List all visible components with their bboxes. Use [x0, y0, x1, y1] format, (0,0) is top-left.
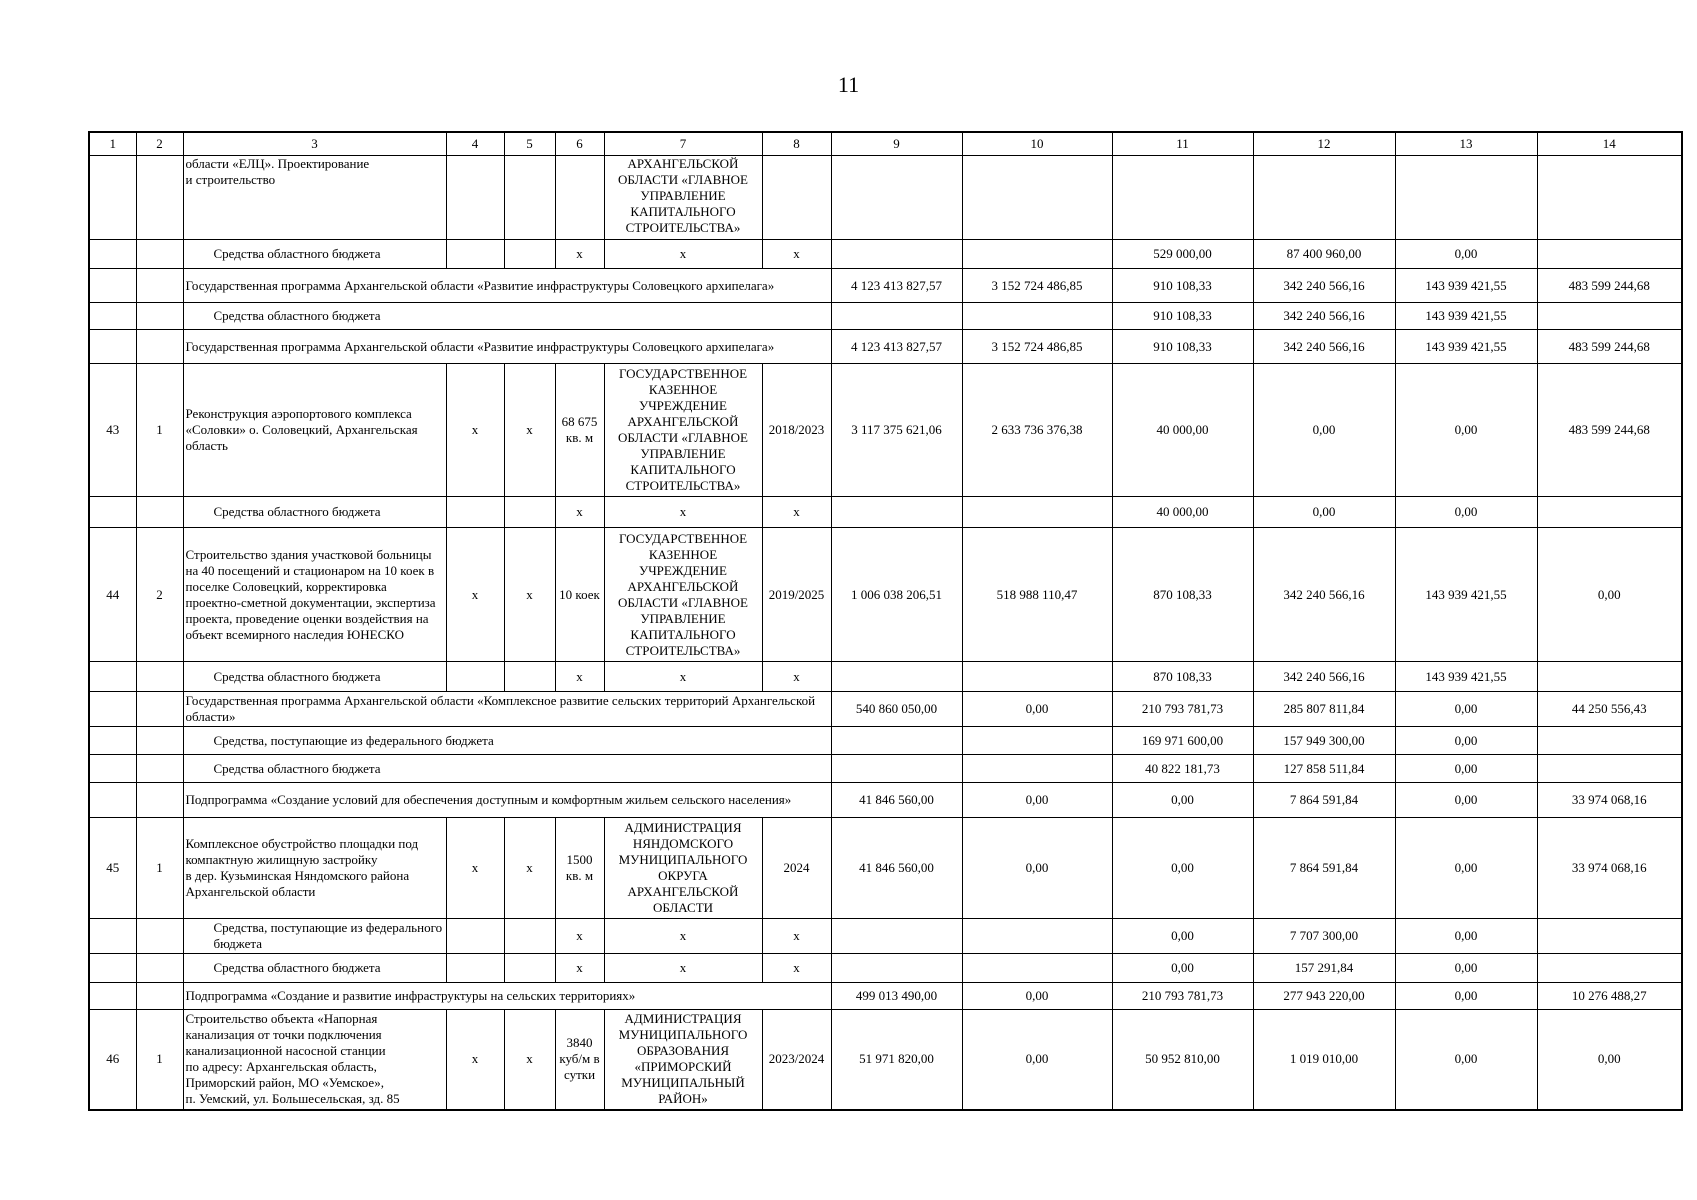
cell-empty: [136, 269, 183, 303]
cell-c11: 210 793 781,73: [1112, 692, 1253, 727]
table-row: [89, 1010, 1682, 1110]
table-row: [89, 156, 1682, 240]
column-header: 7: [604, 132, 762, 156]
cell-c10: 518 988 110,47: [962, 528, 1112, 662]
cell-c10: [962, 727, 1112, 755]
cell-c5: х: [504, 1010, 555, 1110]
cell-c7: АРХАНГЕЛЬСКОЙ ОБЛАСТИ «ГЛАВНОЕ УПРАВЛЕНИЕ КАПИТАЛЬНОГО СТРОИТЕЛЬСТВА»: [604, 156, 762, 240]
cell-c9: [831, 919, 962, 954]
table-row: [89, 497, 1682, 528]
cell-c11: 40 000,00: [1112, 497, 1253, 528]
cell-empty: [89, 755, 136, 783]
cell-c10: 0,00: [962, 783, 1112, 818]
cell-c2: 1: [136, 818, 183, 919]
cell-c8: 2023/2024: [762, 1010, 831, 1110]
cell-c12: 157 291,84: [1253, 954, 1395, 983]
cell-c14: 10 276 488,27: [1537, 983, 1682, 1010]
cell-c3: Подпрограмма «Создание и развитие инфраструктуры на сельских территориях»: [183, 983, 831, 1010]
cell-c13: 0,00: [1395, 919, 1537, 954]
cell-empty: [89, 954, 136, 983]
cell-empty: [89, 269, 136, 303]
cell-c9: [831, 497, 962, 528]
table-row: [89, 783, 1682, 818]
cell-c12: 7 707 300,00: [1253, 919, 1395, 954]
cell-empty: [89, 692, 136, 727]
cell-c11: 910 108,33: [1112, 330, 1253, 364]
column-header: 8: [762, 132, 831, 156]
cell-c7: х: [604, 919, 762, 954]
cell-c14: [1537, 156, 1682, 240]
cell-c9: [831, 727, 962, 755]
column-header: 10: [962, 132, 1112, 156]
table-row: [89, 662, 1682, 692]
cell-c9: 3 117 375 621,06: [831, 364, 962, 497]
cell-c9: 41 846 560,00: [831, 818, 962, 919]
cell-c3: Реконструкция аэропортового комплекса «Соловки» о. Соловецкий, Архангельская область: [183, 364, 446, 497]
cell-empty: [136, 919, 183, 954]
cell-empty: [446, 919, 504, 954]
cell-empty: [136, 755, 183, 783]
cell-c11: 529 000,00: [1112, 240, 1253, 269]
cell-empty: [504, 662, 555, 692]
cell-c7: АДМИНИСТРАЦИЯ НЯНДОМСКОГО МУНИЦИПАЛЬНОГО ОКРУГА АРХАНГЕЛЬСКОЙ ОБЛАСТИ: [604, 818, 762, 919]
table-row: [89, 919, 1682, 954]
cell-c6: х: [555, 497, 604, 528]
table-row: [89, 692, 1682, 727]
cell-c6: 3840 куб/м в сутки: [555, 1010, 604, 1110]
cell-empty: [504, 954, 555, 983]
cell-c13: 0,00: [1395, 364, 1537, 497]
cell-c12: 127 858 511,84: [1253, 755, 1395, 783]
cell-c10: [962, 919, 1112, 954]
cell-empty: [89, 727, 136, 755]
cell-c9: [831, 240, 962, 269]
table-row: [89, 364, 1682, 497]
cell-c11: 910 108,33: [1112, 303, 1253, 330]
cell-empty: [136, 983, 183, 1010]
cell-c13: 0,00: [1395, 497, 1537, 528]
cell-empty: [446, 662, 504, 692]
cell-c9: 4 123 413 827,57: [831, 269, 962, 303]
cell-c10: [962, 662, 1112, 692]
cell-c6: х: [555, 662, 604, 692]
cell-c3: Государственная программа Архангельской области «Комплексное развитие сельских территорий Архангельской области»: [183, 692, 831, 727]
cell-c10: 3 152 724 486,85: [962, 330, 1112, 364]
cell-c11: 870 108,33: [1112, 662, 1253, 692]
page-number: 11: [837, 72, 860, 97]
cell-empty: [136, 692, 183, 727]
cell-c12: 157 949 300,00: [1253, 727, 1395, 755]
cell-c10: 0,00: [962, 818, 1112, 919]
cell-c13: 0,00: [1395, 240, 1537, 269]
cell-c12: 285 807 811,84: [1253, 692, 1395, 727]
cell-empty: [89, 303, 136, 330]
cell-c8: х: [762, 954, 831, 983]
cell-c11: 50 952 810,00: [1112, 1010, 1253, 1110]
cell-c10: [962, 755, 1112, 783]
cell-c3: Средства областного бюджета: [183, 662, 446, 692]
cell-c13: 0,00: [1395, 727, 1537, 755]
cell-c14: 483 599 244,68: [1537, 330, 1682, 364]
cell-c11: 0,00: [1112, 783, 1253, 818]
cell-c8: х: [762, 497, 831, 528]
cell-c13: 143 939 421,55: [1395, 662, 1537, 692]
cell-empty: [136, 727, 183, 755]
cell-c3: Средства областного бюджета: [183, 755, 831, 783]
table-row: [89, 755, 1682, 783]
cell-c13: 0,00: [1395, 983, 1537, 1010]
table-row: [89, 727, 1682, 755]
cell-c13: 143 939 421,55: [1395, 303, 1537, 330]
column-header: 9: [831, 132, 962, 156]
cell-c12: 7 864 591,84: [1253, 818, 1395, 919]
cell-c11: 210 793 781,73: [1112, 983, 1253, 1010]
table-row: [89, 330, 1682, 364]
cell-c9: [831, 303, 962, 330]
cell-c8: 2024: [762, 818, 831, 919]
table-row: [89, 528, 1682, 662]
cell-c14: 483 599 244,68: [1537, 269, 1682, 303]
cell-c12: 342 240 566,16: [1253, 528, 1395, 662]
cell-c12: 342 240 566,16: [1253, 662, 1395, 692]
cell-c14: [1537, 755, 1682, 783]
cell-c3: Строительство здания участковой больницы на 40 посещений и стационаром на 10 коек в поселке Соловецкий, корректировка проектно-сметной документации, экспертиза проекта, проведение оценки воздействия на объект всемирного наследия ЮНЕСКО: [183, 528, 446, 662]
cell-c9: [831, 662, 962, 692]
cell-c9: [831, 755, 962, 783]
cell-c6: 68 675 кв. м: [555, 364, 604, 497]
cell-c12: 342 240 566,16: [1253, 330, 1395, 364]
column-header: 11: [1112, 132, 1253, 156]
cell-c11: 0,00: [1112, 919, 1253, 954]
column-header: 1: [89, 132, 136, 156]
column-header: 6: [555, 132, 604, 156]
cell-c4: [446, 156, 504, 240]
header-row: [89, 132, 1682, 156]
cell-c8: 2018/2023: [762, 364, 831, 497]
cell-c11: 0,00: [1112, 954, 1253, 983]
cell-c3: Подпрограмма «Создание условий для обеспечения доступным и комфортным жильем сельского населения»: [183, 783, 831, 818]
cell-c12: [1253, 156, 1395, 240]
cell-c10: [962, 156, 1112, 240]
cell-c10: [962, 954, 1112, 983]
cell-c13: 143 939 421,55: [1395, 330, 1537, 364]
cell-c2: 2: [136, 528, 183, 662]
cell-c13: 0,00: [1395, 692, 1537, 727]
cell-c12: 342 240 566,16: [1253, 269, 1395, 303]
cell-c7: х: [604, 662, 762, 692]
cell-c14: [1537, 497, 1682, 528]
cell-c14: 44 250 556,43: [1537, 692, 1682, 727]
column-header: 12: [1253, 132, 1395, 156]
cell-empty: [136, 330, 183, 364]
column-header: 3: [183, 132, 446, 156]
cell-c5: х: [504, 818, 555, 919]
table-row: [89, 983, 1682, 1010]
cell-c8: 2019/2025: [762, 528, 831, 662]
cell-c11: 870 108,33: [1112, 528, 1253, 662]
cell-c14: [1537, 954, 1682, 983]
cell-empty: [89, 983, 136, 1010]
cell-c3: Средства областного бюджета: [183, 240, 446, 269]
cell-c12: 87 400 960,00: [1253, 240, 1395, 269]
cell-empty: [136, 954, 183, 983]
cell-empty: [89, 330, 136, 364]
cell-c2: 1: [136, 1010, 183, 1110]
cell-c9: 41 846 560,00: [831, 783, 962, 818]
cell-c1: 44: [89, 528, 136, 662]
cell-c13: [1395, 156, 1537, 240]
column-header: 13: [1395, 132, 1537, 156]
budget-table: [88, 131, 1683, 1111]
cell-c11: [1112, 156, 1253, 240]
cell-c2: 1: [136, 364, 183, 497]
cell-empty: [446, 954, 504, 983]
cell-c12: 0,00: [1253, 497, 1395, 528]
cell-empty: [446, 497, 504, 528]
cell-c10: 0,00: [962, 983, 1112, 1010]
cell-c14: [1537, 303, 1682, 330]
cell-c13: 0,00: [1395, 818, 1537, 919]
cell-c7: х: [604, 240, 762, 269]
cell-c1: 45: [89, 818, 136, 919]
cell-empty: [89, 662, 136, 692]
cell-empty: [136, 240, 183, 269]
cell-c14: 483 599 244,68: [1537, 364, 1682, 497]
cell-c10: 0,00: [962, 1010, 1112, 1110]
cell-c13: 0,00: [1395, 1010, 1537, 1110]
cell-c3: области «ЕЛЦ». Проектирование и строительство: [183, 156, 446, 240]
cell-c14: [1537, 919, 1682, 954]
cell-c3: Средства, поступающие из федерального бюджета: [183, 919, 446, 954]
cell-c1: [89, 156, 136, 240]
cell-c5: х: [504, 528, 555, 662]
cell-empty: [504, 919, 555, 954]
cell-c11: 40 000,00: [1112, 364, 1253, 497]
cell-c9: [831, 156, 962, 240]
cell-c12: 7 864 591,84: [1253, 783, 1395, 818]
cell-empty: [89, 919, 136, 954]
cell-c12: 277 943 220,00: [1253, 983, 1395, 1010]
cell-c1: 46: [89, 1010, 136, 1110]
cell-c4: х: [446, 818, 504, 919]
cell-c14: [1537, 240, 1682, 269]
column-header: 4: [446, 132, 504, 156]
table-row: [89, 303, 1682, 330]
column-header: 14: [1537, 132, 1682, 156]
cell-c13: 143 939 421,55: [1395, 269, 1537, 303]
cell-c14: 33 974 068,16: [1537, 818, 1682, 919]
cell-c3: Средства областного бюджета: [183, 497, 446, 528]
cell-c3: Комплексное обустройство площадки под компактную жилищную застройку в дер. Кузьминская Няндомского района Архангельской области: [183, 818, 446, 919]
cell-c5: [504, 156, 555, 240]
cell-empty: [89, 240, 136, 269]
cell-c3: Строительство объекта «Напорная канализация от точки подключения канализационной насосной станции по адресу: Архангельская область, Приморский район, МО «Уемское», п. Уемский, ул. Большесельская, зд. 85: [183, 1010, 446, 1110]
cell-c12: 342 240 566,16: [1253, 303, 1395, 330]
cell-c14: [1537, 727, 1682, 755]
column-header: 2: [136, 132, 183, 156]
cell-c10: [962, 303, 1112, 330]
cell-empty: [136, 497, 183, 528]
cell-c9: 499 013 490,00: [831, 983, 962, 1010]
table-row: [89, 954, 1682, 983]
cell-c11: 0,00: [1112, 818, 1253, 919]
cell-c14: 0,00: [1537, 1010, 1682, 1110]
cell-c4: х: [446, 364, 504, 497]
cell-c3: Средства областного бюджета: [183, 303, 831, 330]
cell-c2: [136, 156, 183, 240]
cell-c11: 910 108,33: [1112, 269, 1253, 303]
cell-empty: [89, 497, 136, 528]
cell-c9: [831, 954, 962, 983]
cell-c8: [762, 156, 831, 240]
cell-c7: х: [604, 497, 762, 528]
cell-c6: [555, 156, 604, 240]
cell-c14: 33 974 068,16: [1537, 783, 1682, 818]
cell-empty: [504, 240, 555, 269]
cell-c10: 2 633 736 376,38: [962, 364, 1112, 497]
cell-c3: Средства областного бюджета: [183, 954, 446, 983]
cell-c3: Государственная программа Архангельской области «Развитие инфраструктуры Соловецкого архипелага»: [183, 269, 831, 303]
cell-c10: [962, 497, 1112, 528]
cell-c7: х: [604, 954, 762, 983]
cell-c7: АДМИНИСТРАЦИЯ МУНИЦИПАЛЬНОГО ОБРАЗОВАНИЯ «ПРИМОРСКИЙ МУНИЦИПАЛЬНЫЙ РАЙОН»: [604, 1010, 762, 1110]
cell-c10: 0,00: [962, 692, 1112, 727]
cell-c12: 0,00: [1253, 364, 1395, 497]
cell-c7: ГОСУДАРСТВЕННОЕ КАЗЕННОЕ УЧРЕЖДЕНИЕ АРХАНГЕЛЬСКОЙ ОБЛАСТИ «ГЛАВНОЕ УПРАВЛЕНИЕ КАПИТАЛЬНОГО СТРОИТЕЛЬСТВА»: [604, 364, 762, 497]
cell-c9: 540 860 050,00: [831, 692, 962, 727]
cell-c8: х: [762, 662, 831, 692]
cell-c10: 3 152 724 486,85: [962, 269, 1112, 303]
cell-c3: Средства, поступающие из федерального бюджета: [183, 727, 831, 755]
cell-empty: [89, 783, 136, 818]
cell-c6: 10 коек: [555, 528, 604, 662]
cell-c4: х: [446, 528, 504, 662]
cell-c6: х: [555, 240, 604, 269]
cell-c3: Государственная программа Архангельской области «Развитие инфраструктуры Соловецкого архипелага»: [183, 330, 831, 364]
cell-empty: [136, 303, 183, 330]
cell-c6: х: [555, 954, 604, 983]
cell-c14: 0,00: [1537, 528, 1682, 662]
cell-c1: 43: [89, 364, 136, 497]
cell-c9: 4 123 413 827,57: [831, 330, 962, 364]
cell-c11: 40 822 181,73: [1112, 755, 1253, 783]
cell-c13: 0,00: [1395, 755, 1537, 783]
table-row: [89, 818, 1682, 919]
cell-c5: х: [504, 364, 555, 497]
cell-c6: 1500 кв. м: [555, 818, 604, 919]
table-row: [89, 269, 1682, 303]
cell-c4: х: [446, 1010, 504, 1110]
column-header: 5: [504, 132, 555, 156]
cell-c8: х: [762, 919, 831, 954]
cell-c7: ГОСУДАРСТВЕННОЕ КАЗЕННОЕ УЧРЕЖДЕНИЕ АРХАНГЕЛЬСКОЙ ОБЛАСТИ «ГЛАВНОЕ УПРАВЛЕНИЕ КАПИТАЛЬНОГО СТРОИТЕЛЬСТВА»: [604, 528, 762, 662]
cell-c6: х: [555, 919, 604, 954]
cell-c9: 1 006 038 206,51: [831, 528, 962, 662]
cell-c8: х: [762, 240, 831, 269]
cell-empty: [136, 662, 183, 692]
cell-c11: 169 971 600,00: [1112, 727, 1253, 755]
cell-c10: [962, 240, 1112, 269]
cell-c12: 1 019 010,00: [1253, 1010, 1395, 1110]
table-row: [89, 240, 1682, 269]
cell-c13: 0,00: [1395, 783, 1537, 818]
cell-c13: 0,00: [1395, 954, 1537, 983]
cell-c13: 143 939 421,55: [1395, 528, 1537, 662]
cell-c9: 51 971 820,00: [831, 1010, 962, 1110]
cell-empty: [136, 783, 183, 818]
cell-c14: [1537, 662, 1682, 692]
cell-empty: [446, 240, 504, 269]
cell-empty: [504, 497, 555, 528]
